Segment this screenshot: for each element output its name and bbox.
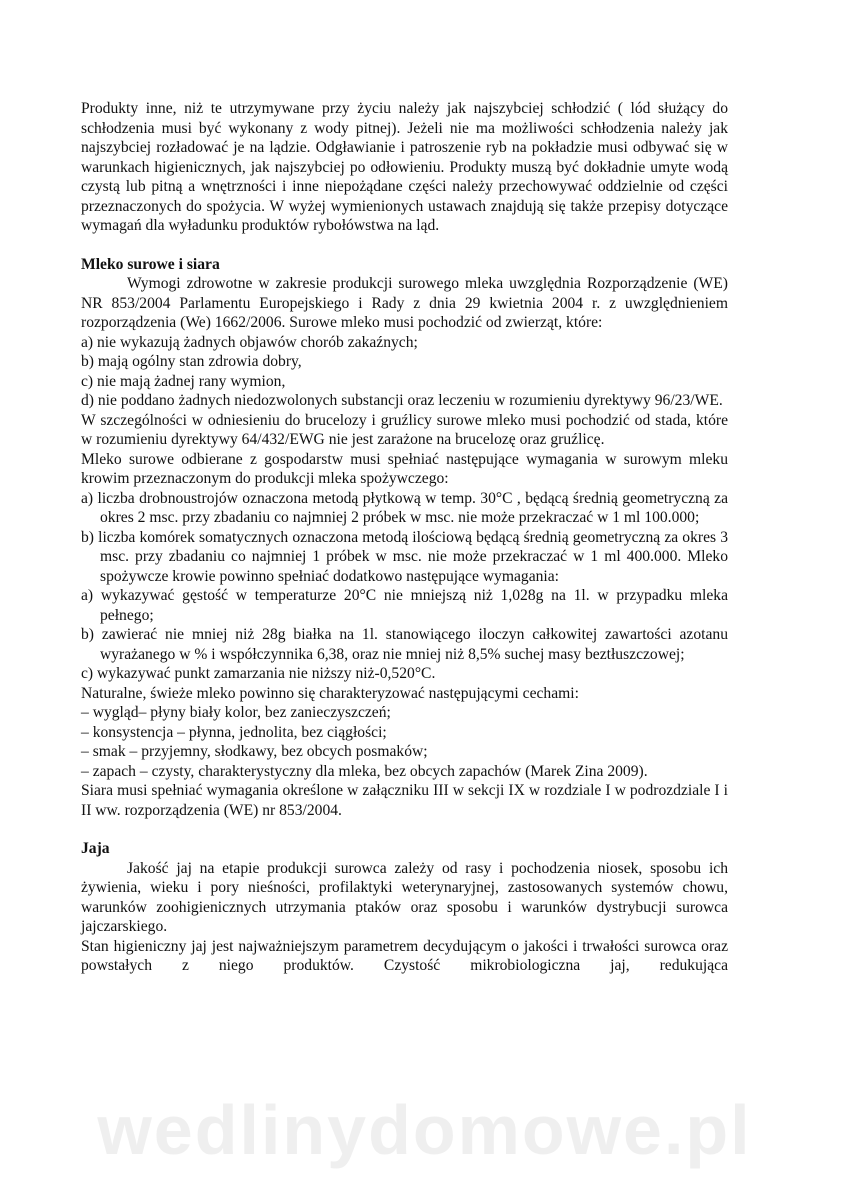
- list-item: c) nie mają żadnej rany wymion,: [81, 372, 286, 390]
- list-item: – konsystencja – płynna, jednolita, bez ciągłości;: [81, 723, 387, 741]
- spacer: [81, 820, 728, 839]
- section-heading-milk: Mleko surowe i siara: [81, 255, 220, 273]
- list-item: – zapach – czysty, charakterystyczny dla mleka, bez obcych zapachów (Marek Zina 2009).: [81, 762, 648, 780]
- list-item: – wygląd– płyny biały kolor, bez zanieczyszczeń;: [81, 704, 391, 721]
- list-item: – smak – przyjemny, słodkawy, bez obcych posmaków;: [81, 743, 428, 760]
- farm-requirements-intro: Mleko surowe odbierane z gospodarstw musi spełniać następujące wymagania w surowym mleku krowim przeznaczonym do produkcji mleka spożywczego:: [81, 450, 728, 487]
- features-intro: Naturalne, świeże mleko powinno się charakteryzować następującymi cechami:: [81, 684, 579, 702]
- eggs-paragraph-2: Stan higieniczny jaj jest najważniejszym parametrem decydującym o jakości i trwałości surowca oraz powstałych z niego produktów. Czystość mikrobiologiczna jaj, redukująca: [81, 937, 728, 974]
- list-item: b) zawierać nie mniej niż 28g białka na 1l. stanowiącego iloczyn całkowitej zawartości azotanu wyrażanego w % i współczynnika 6,38, oraz nie mniej niż 8,5% suchej masy beztłuszczowej;: [81, 626, 728, 663]
- list-item: b) mają ogólny stan zdrowia dobry,: [81, 353, 302, 370]
- list-item: d) nie poddano żadnych niedozwolonych substancji oraz leczeniu w rozumieniu dyrektywy 96/23/WE.: [81, 392, 723, 409]
- list-item: a) wykazywać gęstość w temperaturze 20°C nie mniejszą niż 1,028g na 1l. w przypadku mleka pełnego;: [81, 587, 728, 624]
- watermark: wedlinydomowe.pl: [97, 1091, 752, 1169]
- eggs-paragraph-1: Jakość jaj na etapie produkcji surowca zależy od rasy i pochodzenia niosek, sposobu ich żywienia, wieku i pory nieśności, profilaktyki weterynaryjnej, zastosowanych systemów chowu, warunków zoohigienicznych utrzymania ptaków oraz sposobu i warunków dystrybucji surowca jajczarskiego.: [81, 859, 728, 935]
- list-item: b) liczba komórek somatycznych oznaczona metodą ilościową będącą średnią geometryczną za okres 3 msc. przy zbadaniu co najmniej 1 próbek w msc. nie może przekraczać w 1 ml 400.000. Mleko spożywcze krowie powinno spełniać dodatkowo następujące wymagania:: [81, 528, 728, 585]
- brucellosis-paragraph: W szczególności w odniesieniu do brucelozy i gruźlicy surowe mleko musi pochodzić od stada, które w rozumieniu dyrektywy 64/432/EWG nie jest zarażone na brucelozę oraz gruźlicę.: [81, 411, 728, 448]
- list-item: a) nie wykazują żadnych objawów chorób zakaźnych;: [81, 333, 418, 351]
- document-page: [81, 99, 728, 976]
- list-item: a) liczba drobnoustrojów oznaczona metodą płytkową w temp. 30°C , będącą średnią geometryczną za okres 2 msc. przy zbadaniu co najmniej 2 próbek w msc. nie może przekraczać w 1 ml 100.000;: [81, 489, 728, 526]
- milk-intro-paragraph: Wymogi zdrowotne w zakresie produkcji surowego mleka uwzględnia Rozporządzenie (WE) NR 853/2004 Parlamentu Europejskiego i Rady z dnia 29 kwietnia 2004 r. z uwzględnieniem rozporządzenia (We) 1662/2006. Surowe mleko musi pochodzić od zwierząt, które:: [81, 275, 728, 331]
- section-heading-eggs: Jaja: [81, 840, 110, 857]
- colostrum-paragraph: Siara musi spełniać wymagania określone w załączniku III w sekcji IX w rozdziale I w podrozdziale I i II ww. rozporządzenia (WE) nr 853/2004.: [81, 782, 728, 819]
- spacer: [81, 236, 728, 255]
- list-item: c) wykazywać punkt zamarzania nie niższy niż-0,520°C.: [81, 665, 436, 682]
- intro-paragraph: Produkty inne, niż te utrzymywane przy życiu należy jak najszybciej schłodzić ( lód służący do schłodzenia musi być wykonany z wody pitnej). Jeżeli nie ma możliwości schłodzenia należy jak najszybciej rozładować je na lądzie. Odgławianie i patroszenie ryb na pokładzie musi odbywać się w warunkach higienicznych, jak najszybciej po odłowieniu. Produkty muszą być dokładnie umyte wodą czystą lub pitną a wnętrzności i inne niepożądane części należy przechowywać oddzielnie od części przeznaczonych do spożycia. W wyżej wymienionych ustawach znajdują się także przepisy dotyczące wymagań dla wyładunku produktów rybołówstwa na ląd.: [81, 100, 728, 234]
